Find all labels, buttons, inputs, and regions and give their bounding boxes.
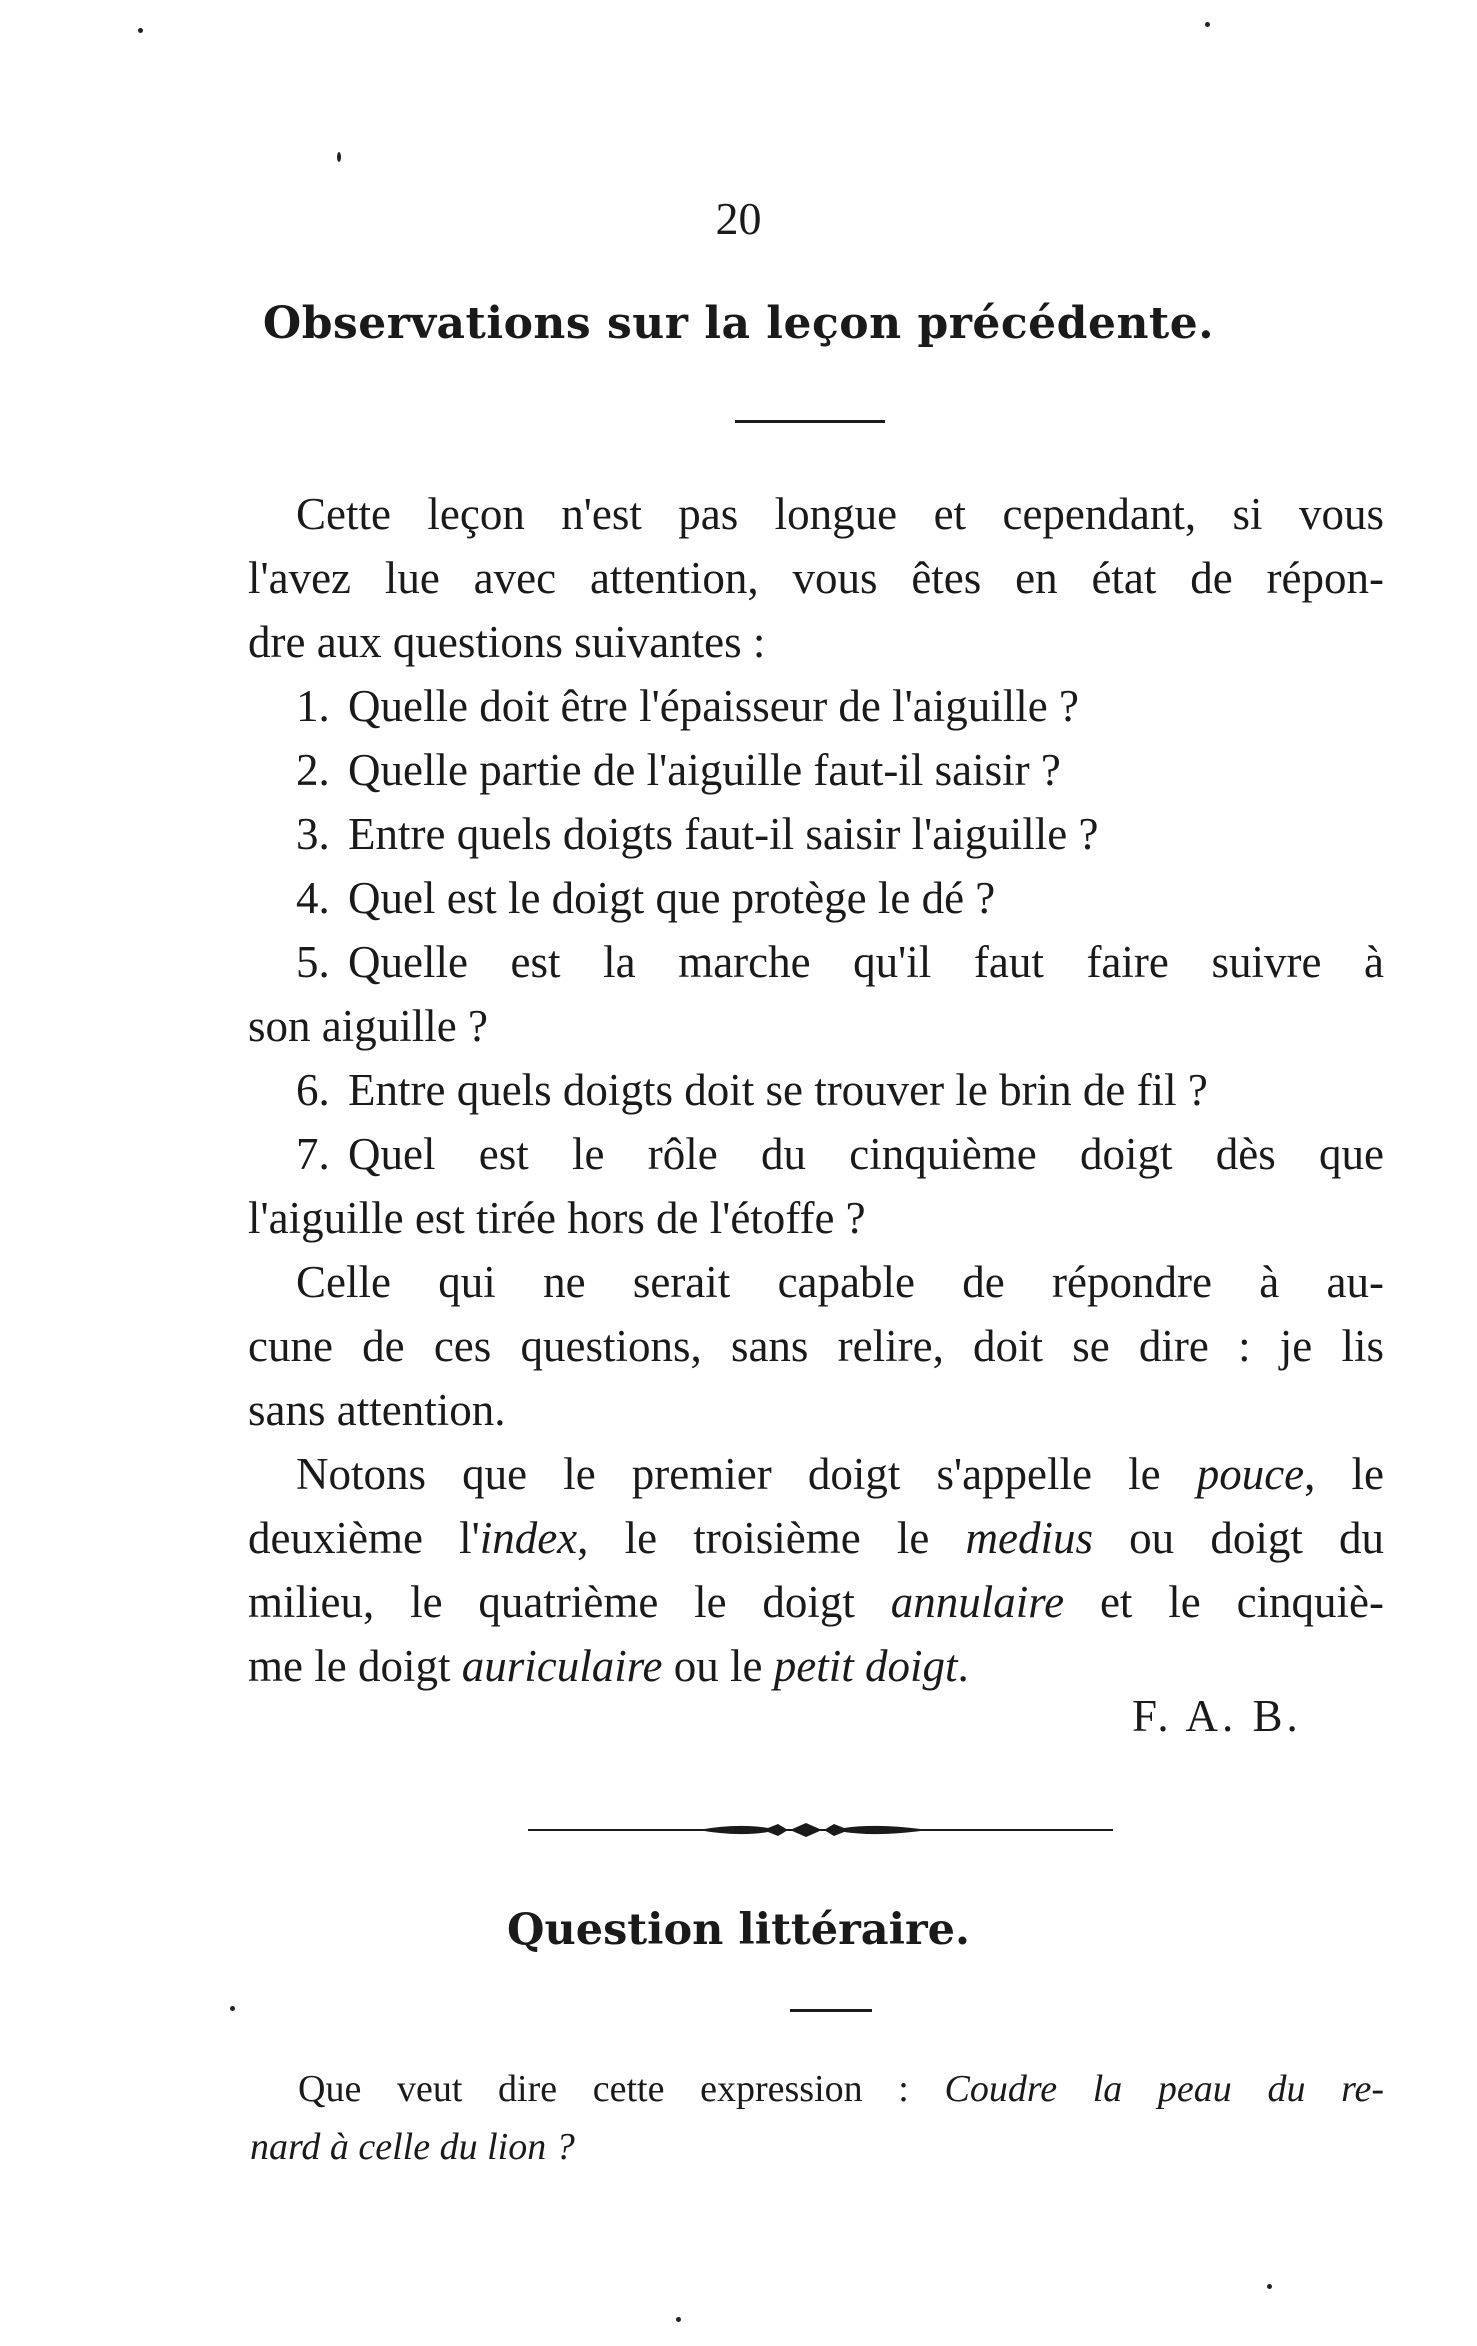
question-item: [248, 1122, 1384, 1186]
text-run: et le cinquiè-: [1064, 1577, 1384, 1627]
question-text: Entre quels doigts doit se trouver le brin de fil ?: [348, 1065, 1208, 1115]
question-number: 1.: [296, 681, 330, 731]
question-text: l'aiguille est tirée hors de l'étoffe ?: [248, 1193, 866, 1243]
question-item-continuation: [248, 994, 1384, 1058]
question-item-continuation: [248, 1186, 1384, 1250]
italic-term: pouce: [1196, 1449, 1305, 1499]
paragraph-line: cune de ces questions, sans relire, doit se dire : je lis: [248, 1321, 1384, 1371]
question-item: [248, 866, 1384, 930]
text-run: ou le: [662, 1641, 774, 1691]
ornamental-divider: [528, 1818, 1113, 1842]
question-text: Quelle doit être l'épaisseur de l'aiguille ?: [348, 681, 1079, 731]
italic-term: index: [479, 1513, 578, 1563]
question-text: Quelle est la marche qu'il faut faire suivre à: [348, 937, 1384, 987]
print-speck: [337, 152, 341, 162]
literary-question: [250, 2060, 1384, 2176]
text-run: milieu, le quatrième le doigt: [248, 1577, 891, 1627]
question-text: Quel est le rôle du cinquième doigt dès que: [348, 1129, 1384, 1179]
intro-line: Cette leçon n'est pas longue et cependant, si vous: [296, 489, 1384, 539]
section-heading-literary: Question littéraire.: [507, 1905, 970, 1955]
italic-quote: Coudre la peau du re-: [944, 2068, 1384, 2110]
intro-line: dre aux questions suivantes :: [248, 617, 766, 667]
text-run: deuxième l': [248, 1513, 480, 1563]
text-run: me le doigt: [248, 1641, 462, 1691]
question-number: 7.: [296, 1129, 330, 1179]
paragraph-line: [248, 1570, 1384, 1634]
page-number: 20: [715, 193, 762, 244]
paragraph-line: sans attention.: [248, 1385, 506, 1435]
text-run: .: [957, 1641, 969, 1691]
print-speck: [1267, 2284, 1272, 2289]
print-speck: [230, 2006, 235, 2011]
heading-divider: [790, 2009, 872, 2012]
text-run: Que veut dire cette expression :: [298, 2068, 945, 2110]
italic-term: medius: [965, 1513, 1093, 1563]
question-text: Quel est le doigt que protège le dé ?: [348, 873, 996, 923]
question-item: [248, 738, 1384, 802]
italic-term: annulaire: [890, 1577, 1065, 1627]
italic-term: petit doigt: [773, 1641, 958, 1691]
question-line: [250, 2118, 1384, 2176]
print-speck: [1205, 22, 1210, 27]
question-text: son aiguille ?: [248, 1001, 488, 1051]
print-speck: [138, 28, 143, 33]
paragraph-line: [248, 1442, 1384, 1506]
intro-line: l'avez lue avec attention, vous êtes en état de répon-: [248, 553, 1384, 603]
italic-quote: nard à celle du lion ?: [250, 2126, 575, 2168]
question-number: 2.: [296, 745, 330, 795]
heading-divider: [735, 420, 885, 423]
question-number: 5.: [296, 937, 330, 987]
paragraph-line: Celle qui ne serait capable de répondre à au-: [296, 1257, 1384, 1307]
text-run: , le: [1304, 1449, 1384, 1499]
question-item: [248, 930, 1384, 994]
question-item: [248, 802, 1384, 866]
question-text: Quelle partie de l'aiguille faut-il saisir ?: [348, 745, 1061, 795]
author-signature: F. A. B.: [1132, 1691, 1302, 1741]
paragraph-line: [248, 1634, 1384, 1698]
question-number: 4.: [296, 873, 330, 923]
question-item: [248, 1058, 1384, 1122]
print-speck: [676, 2317, 681, 2322]
text-run: , le troisième le: [577, 1513, 966, 1563]
section-heading: Observations sur la leçon précédente.: [262, 298, 1215, 349]
paragraph-line: [248, 1506, 1384, 1570]
question-number: 3.: [296, 809, 330, 859]
text-run: Notons que le premier doigt s'appelle le: [296, 1449, 1197, 1499]
text-run: ou doigt du: [1092, 1513, 1384, 1563]
question-text: Entre quels doigts faut-il saisir l'aiguille ?: [348, 809, 1099, 859]
lesson-observations-body: [248, 482, 1384, 1698]
question-number: 6.: [296, 1065, 330, 1115]
question-line: [250, 2060, 1384, 2118]
question-item: [248, 674, 1384, 738]
italic-term: auriculaire: [461, 1641, 663, 1691]
